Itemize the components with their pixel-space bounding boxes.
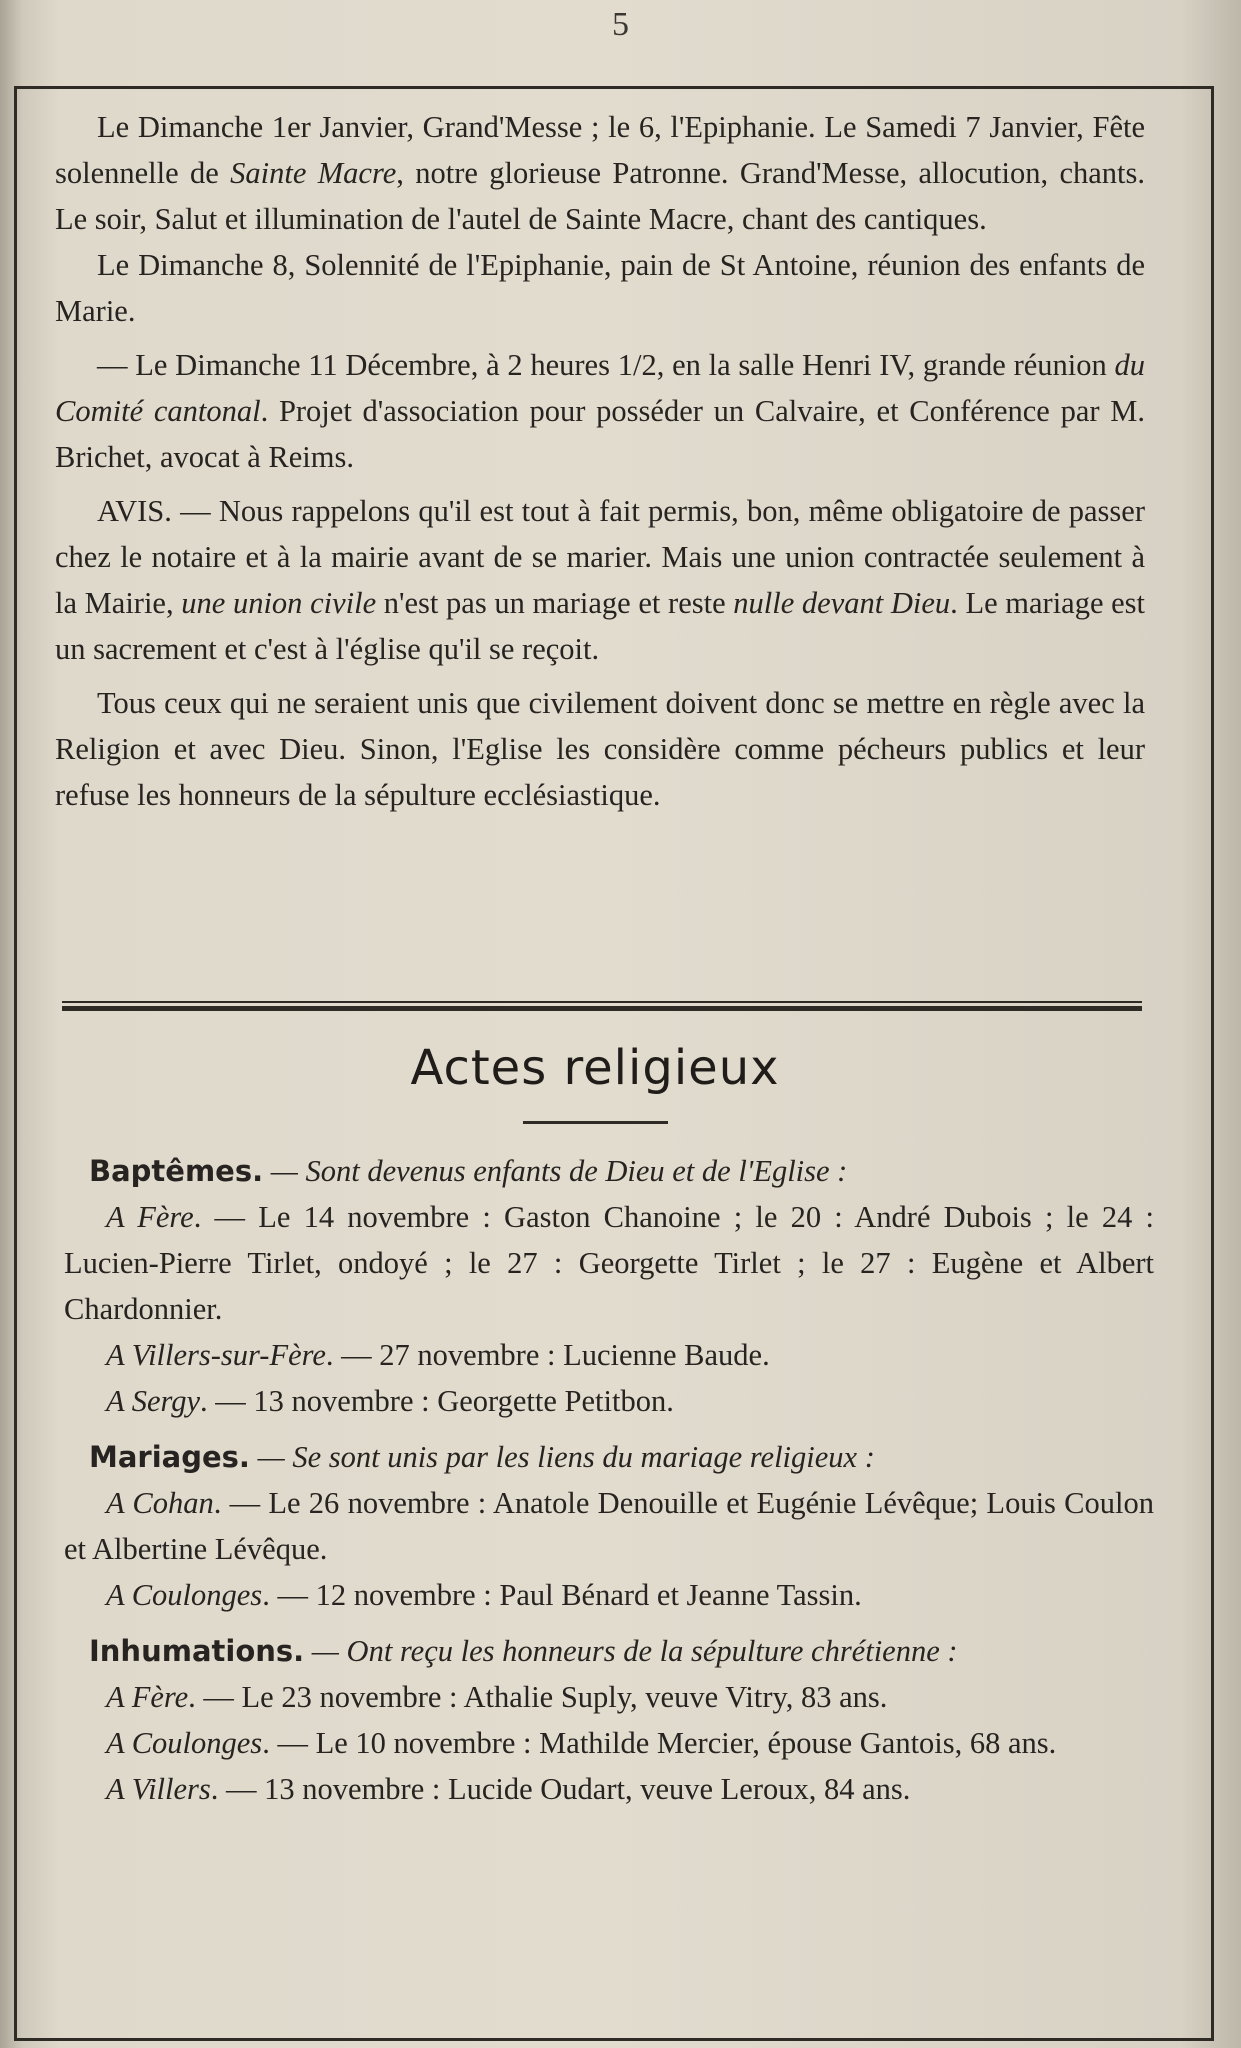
category-name: Inhumations.: [89, 1634, 305, 1668]
category-spacer: [64, 1424, 1154, 1434]
entry-text: . — 13 novembre : Georgette Petitbon.: [200, 1384, 674, 1418]
emphasis-text: nulle devant Dieu: [733, 586, 951, 620]
paragraph-text: — Le Dimanche 11 Décembre, à 2 heures 1/2, en la salle Henri IV, grande réunion: [97, 348, 1115, 382]
category-description: — Ont reçu les honneurs de la sépulture chrétienne :: [304, 1634, 958, 1668]
category-spacer: [64, 1618, 1154, 1628]
emphasis-text: du Comité cantonal: [55, 348, 1145, 428]
entry-place: A Coulonges: [106, 1726, 263, 1760]
act-entry: [64, 1332, 1154, 1378]
entry-place: A Fère: [106, 1680, 189, 1714]
category-description: — Sont devenus enfants de Dieu et de l'Eglise :: [263, 1154, 848, 1188]
announcement-paragraph: [55, 680, 1145, 818]
entry-text: . — Le 23 novembre : Athalie Suply, veuve Vitry, 83 ans.: [188, 1680, 888, 1714]
entry-text: . — 27 novembre : Lucienne Baude.: [325, 1338, 770, 1372]
title-underline: [523, 1121, 668, 1124]
entry-text: . — 12 novembre : Paul Bénard et Jeanne Tassin.: [262, 1578, 862, 1612]
entry-text: . — 13 novembre : Lucide Oudart, veuve Leroux, 84 ans.: [210, 1772, 911, 1806]
entry-place: A Fère: [106, 1200, 194, 1234]
announcement-paragraph: [55, 242, 1145, 334]
emphasis-text: une union civile: [181, 586, 377, 620]
act-entry: [64, 1674, 1154, 1720]
entry-place: A Villers: [106, 1772, 211, 1806]
entry-place: A Sergy: [106, 1384, 201, 1418]
section-title: Actes religieux: [410, 1040, 780, 1096]
category-heading: [64, 1148, 1154, 1194]
entry-text: . — Le 26 novembre : Anatole Denouille et Eugénie Lévêque; Louis Coulon et Albertine Lévêque.: [64, 1486, 1154, 1566]
category-description: — Se sont unis par les liens du mariage religieux :: [249, 1440, 875, 1474]
category-heading: [64, 1434, 1154, 1480]
act-entry: [64, 1720, 1154, 1766]
paragraph-text: Tous ceux qui ne seraient unis que civilement doivent donc se mettre en règle avec la Religion et avec Dieu. Sinon, l'Eglise les considère comme pécheurs publics et leur refuse les honneurs de la sépulture ecclésiastique.: [55, 686, 1145, 812]
entry-text: . — Le 10 novembre : Mathilde Mercier, épouse Gantois, 68 ans.: [262, 1726, 1057, 1760]
entry-text: . — Le 14 novembre : Gaston Chanoine ; le 20 : André Dubois ; le 24 : Lucien-Pierre Tirlet, ondoyé ; le 27 : Georgette Tirlet ; le 27 : Eugène et Albert Chardonnier.: [64, 1200, 1154, 1326]
category-name: Mariages.: [89, 1440, 250, 1474]
category-heading: [64, 1628, 1154, 1674]
paragraph-text: . Projet d'association pour posséder un Calvaire, et Conférence par M. Brichet, avocat à Reims.: [55, 394, 1145, 474]
paragraph-text: AVIS. — Nous rappelons qu'il est tout à fait permis, bon, même obligatoire de passer chez le notaire et à la mairie avant de se marier. Mais une union contractée seulement à la Mairie,: [55, 494, 1145, 620]
entry-place: A Cohan: [106, 1486, 214, 1520]
page-number: 5: [612, 6, 629, 43]
religious-acts-block: [64, 1148, 1154, 1812]
entry-place: A Villers-sur-Fère: [106, 1338, 326, 1372]
paragraph-text: n'est pas un mariage et reste: [376, 586, 734, 620]
paragraph-text: . Le mariage est un sacrement et c'est à l'église qu'il se reçoit.: [55, 586, 1146, 666]
paragraph-text: , notre glorieuse Patronne. Grand'Messe, allocution, chants. Le soir, Salut et illumination de l'autel de Sainte Macre, chant des cantiques.: [55, 156, 1145, 236]
section-divider: [62, 1001, 1142, 1011]
paragraph-text: Le Dimanche 8, Solennité de l'Epiphanie, pain de St Antoine, réunion des enfants de Marie.: [55, 248, 1145, 328]
announcements-block: [55, 104, 1145, 826]
entry-place: A Coulonges: [106, 1578, 263, 1612]
paragraph-text: Le Dimanche 1er Janvier, Grand'Messe ; le 6, l'Epiphanie. Le Samedi 7 Janvier, Fête solennelle de: [55, 110, 1145, 190]
act-entry: [64, 1766, 1154, 1812]
announcement-paragraph: [55, 104, 1145, 242]
category-name: Baptêmes.: [89, 1154, 264, 1188]
act-entry: [64, 1572, 1154, 1618]
act-entry: [64, 1194, 1154, 1332]
announcement-paragraph: [55, 488, 1145, 672]
act-entry: [64, 1480, 1154, 1572]
emphasis-text: Sainte Macre: [230, 156, 397, 190]
act-entry: [64, 1378, 1154, 1424]
announcement-paragraph: [55, 342, 1145, 480]
